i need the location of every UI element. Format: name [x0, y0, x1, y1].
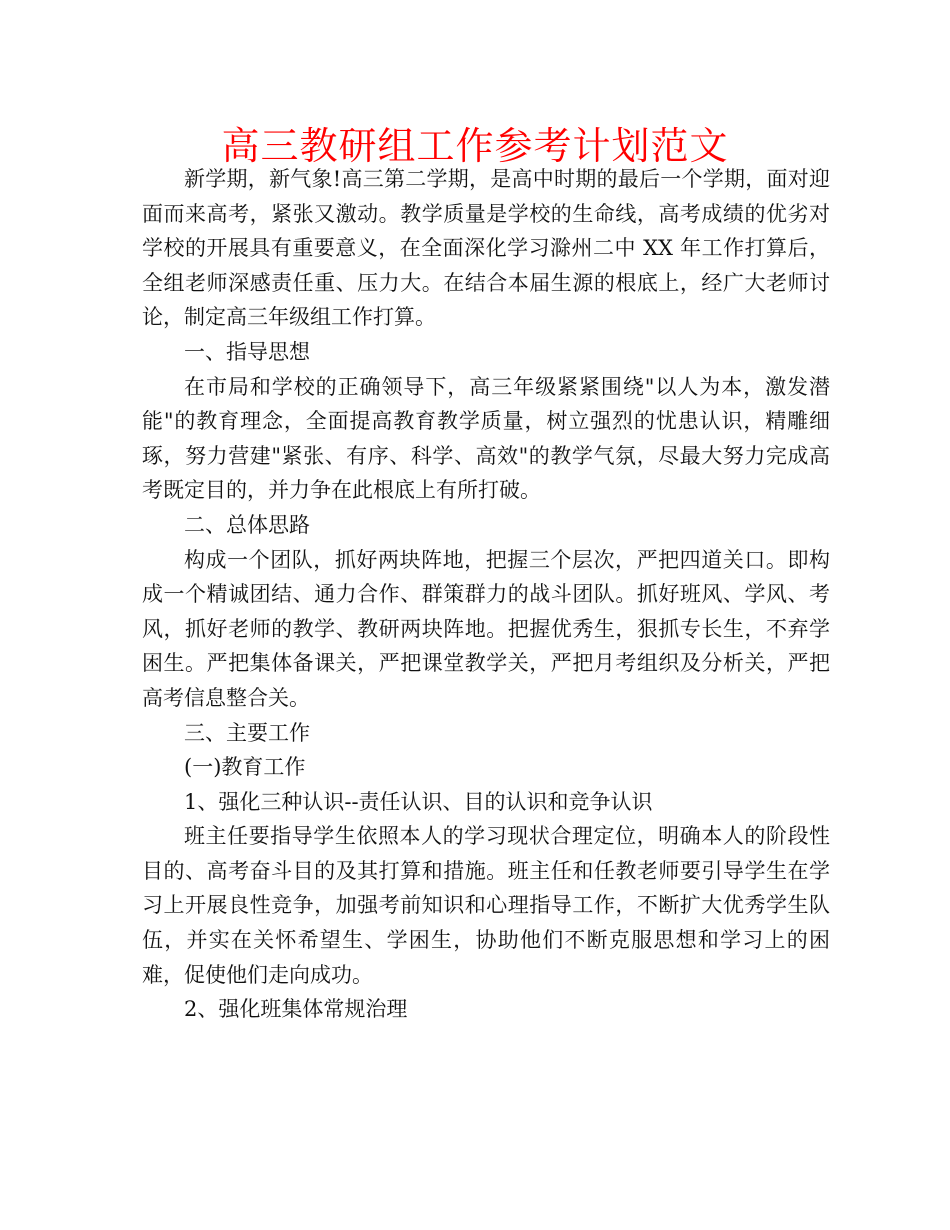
- section-heading-guiding-thought: 一、指导思想: [184, 339, 310, 364]
- paragraph-awareness: 班主任要指导学生依照本人的学习现状合理定位，明确本人的阶段性目的、高考奋斗目的及其打算和措施。班主任和任教老师要引导学生在学习上开展良性竞争，加强考前知识和心理指导工作，不断扩大优秀学生队伍，并实在关怀希望生、学困生，协助他们不断克服思想和学习上的困难，促使他们走向成功。: [142, 824, 830, 987]
- document-body: [142, 162, 830, 1027]
- item-heading-class-management: 2、强化班集体常规治理: [184, 997, 408, 1022]
- paragraph-intro: 新学期，新气象!高三第二学期，是高中时期的最后一个学期，面对迎面而来高考，紧张又激动。教学质量是学校的生命线，高考成绩的优劣对学校的开展具有重要意义，在全面深化学习滁州二中 XX 年工作打算后，全组老师深感责任重、压力大。在结合本届生源的根底上，经广大老师讨论，制定高三年级组工作打算。: [142, 167, 830, 330]
- section-heading-main-work: 三、主要工作: [184, 720, 310, 745]
- document-title: 高三教研组工作参考计划范文: [221, 124, 729, 168]
- item-heading-awareness: 1、强化三种认识--责任认识、目的认识和竞争认识: [184, 789, 653, 814]
- paragraph-guiding-thought: 在市局和学校的正确领导下，高三年级紧紧围绕"以人为本，激发潜能"的教育理念，全面提高教育教学质量，树立强烈的忧患认识，精雕细琢，努力营建"紧张、有序、科学、高效"的教学气氛，尽最大努力完成高考既定目的，并力争在此根底上有所打破。: [142, 374, 830, 503]
- section-heading-overall-approach: 二、总体思路: [184, 512, 310, 537]
- paragraph-overall-approach: 构成一个团队，抓好两块阵地，把握三个层次，严把四道关口。即构成一个精诚团结、通力合作、群策群力的战斗团队。抓好班风、学风、考风，抓好老师的教学、教研两块阵地。把握优秀生，狠抓专长生，不弃学困生。严把集体备课关，严把课堂教学关，严把月考组织及分析关，严把高考信息整合关。: [142, 547, 830, 710]
- subsection-heading-education: (一)教育工作: [184, 755, 306, 780]
